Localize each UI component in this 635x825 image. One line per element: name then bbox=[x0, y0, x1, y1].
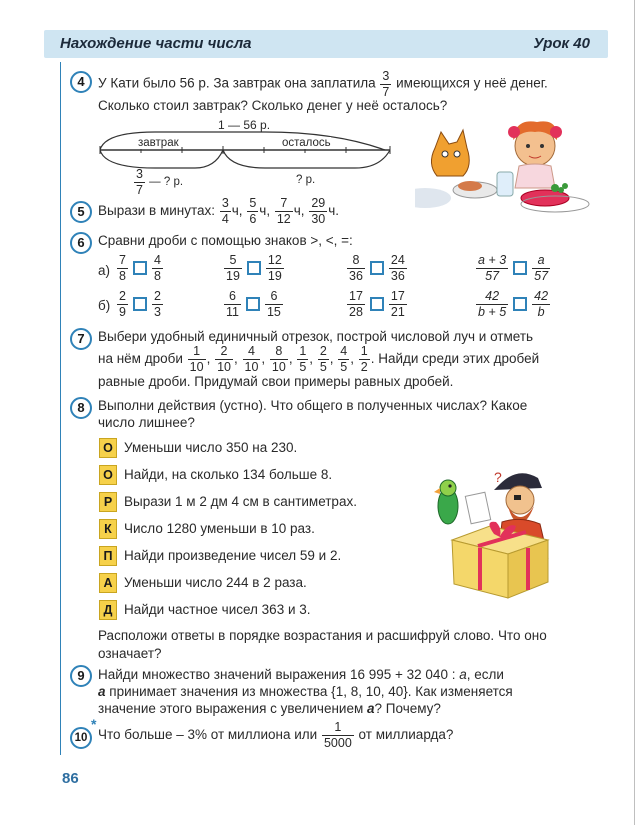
task9-line3: значение этого выражения с увеличением a? Почему? bbox=[98, 701, 441, 716]
task8-item: Найди произведение чисел 59 и 2. bbox=[124, 548, 342, 563]
compare-pair: $\frac{42}{b + 5}$ $\frac{42}{b}$ bbox=[478, 289, 549, 319]
compare-pair: $\frac{17}{28}$ $\frac{17}{21}$ bbox=[349, 289, 405, 319]
task7-line2: на нём дроби $\frac{1}{10}$ , $\frac{2}{10}$ , $\frac{4}{10}$ , $\frac{8}{10}$ , $\frac{1}{5}$ , $\frac{2}{5}$ , $\frac{4}{5}$ , $\frac{1}{2}$ . Найди среди этих дробей bbox=[98, 344, 540, 374]
cipher-letter: О bbox=[99, 465, 117, 485]
fraction: $\frac{3}{7}$ bbox=[382, 69, 390, 99]
row-a-label: а) bbox=[98, 263, 111, 278]
task-number-7: 7 bbox=[70, 328, 92, 350]
task7-text-a: на нём дроби bbox=[98, 351, 183, 366]
cipher-letter: А bbox=[99, 573, 117, 593]
task4-text-b: имеющихся у неё денег. bbox=[396, 75, 548, 91]
compare-box[interactable] bbox=[513, 297, 527, 311]
task8-item: Вырази 1 м 2 дм 4 см в сантиметрах. bbox=[124, 494, 357, 509]
compare-box[interactable] bbox=[246, 297, 260, 311]
margin-line bbox=[60, 62, 61, 755]
task6-text: Сравни дроби с помощью знаков >, <, =: bbox=[98, 233, 353, 248]
compare-box[interactable] bbox=[370, 297, 384, 311]
task8-item: Найди частное чисел 363 и 3. bbox=[124, 602, 311, 617]
compare-pair: $\frac{2}{9}$ $\frac{2}{3}$ bbox=[119, 289, 161, 319]
compare-pair: $\frac{6}{11}$ $\frac{6}{15}$ bbox=[226, 289, 281, 319]
task7-line3: равные дроби. Придумай свои примеры равных дробей. bbox=[98, 374, 454, 389]
task10-line: Что больше – 3% от миллиона или $\frac{1}{5000}$ от миллиарда? bbox=[98, 720, 454, 750]
task8-after1: Расположи ответы в порядке возрастания и расшифруй слово. Что оно bbox=[98, 628, 547, 643]
diagram-total-label: 1 — 56 р. bbox=[218, 118, 271, 132]
task-number-10: 10 bbox=[70, 727, 92, 749]
task8-after2: означает? bbox=[98, 646, 162, 661]
compare-box[interactable] bbox=[133, 297, 147, 311]
diagram-right-label: осталось bbox=[282, 137, 331, 149]
compare-box[interactable] bbox=[133, 261, 147, 275]
cipher-letter: К bbox=[99, 519, 117, 539]
fraction: $\frac{29}{30}$ bbox=[311, 196, 326, 226]
task7-text-b: Найди среди этих дробей bbox=[378, 351, 540, 366]
lesson-header bbox=[44, 30, 608, 58]
compare-box[interactable] bbox=[247, 261, 261, 275]
task-number-9: 9 bbox=[70, 665, 92, 687]
compare-pair: $\frac{7}{8}$ $\frac{4}{8}$ bbox=[119, 253, 161, 283]
compare-pair: $\frac{5}{19}$ $\frac{12}{19}$ bbox=[226, 253, 282, 283]
cipher-letter: П bbox=[99, 546, 117, 566]
task4-line2: Сколько стоил завтрак? Сколько денег у неё осталось? bbox=[98, 98, 448, 113]
cipher-letter: О bbox=[99, 438, 117, 458]
fraction: $\frac{1}{5000}$ bbox=[323, 720, 352, 750]
task5-text: Вырази в минутах: bbox=[98, 203, 216, 218]
task8-item: Уменьши число 350 на 230. bbox=[124, 440, 298, 455]
fraction: $\frac{3}{4}$ bbox=[221, 196, 229, 226]
task4-line1 bbox=[98, 70, 548, 98]
compare-pair: $\frac{8}{36}$ $\frac{24}{36}$ bbox=[349, 253, 405, 283]
segment-diagram bbox=[95, 128, 395, 172]
difficulty-star-icon: * bbox=[91, 716, 97, 732]
diagram-right-value: ? р. bbox=[296, 174, 316, 186]
task7-line1: Выбери удобный единичный отрезок, построй числовой луч и отметь bbox=[98, 329, 534, 344]
task4-text-a: У Кати было 56 р. За завтрак она заплатила bbox=[98, 75, 376, 91]
svg-text:?: ? bbox=[494, 469, 502, 485]
fraction: $\frac{7}{12}$ bbox=[276, 196, 291, 226]
task8-line1: Выполни действия (устно). Что общего в полученных числах? Какое bbox=[98, 398, 528, 413]
task9-line2: a принимает значения из множества {1, 8, 10, 40}. Как изменяется bbox=[98, 684, 513, 699]
task-number-4: 4 bbox=[70, 71, 92, 93]
fraction: $\frac{3}{7}$ bbox=[136, 167, 143, 197]
compare-box[interactable] bbox=[513, 261, 527, 275]
row-b-label: б) bbox=[98, 298, 111, 313]
cipher-letter: Р bbox=[99, 492, 117, 512]
fraction: $\frac{5}{6}$ bbox=[249, 196, 257, 226]
cat-and-girl-illustration bbox=[415, 118, 595, 218]
task-number-8: 8 bbox=[70, 397, 92, 419]
task9-line1: Найди множество значений выражения 16 995 + 32 040 : a, если bbox=[98, 667, 504, 682]
task8-item: Число 1280 уменьши в 10 раз. bbox=[124, 521, 315, 536]
compare-pair: $\frac{a + 3}{57}$ $\frac{a}{57}$ bbox=[478, 253, 549, 283]
task-number-6: 6 bbox=[70, 232, 92, 254]
task8-item: Уменьши число 244 в 2 раза. bbox=[124, 575, 307, 590]
pirate-parrot-gift-illustration bbox=[430, 462, 575, 604]
compare-box[interactable] bbox=[370, 261, 384, 275]
task8-line2: число лишнее? bbox=[98, 415, 195, 430]
page-number: 86 bbox=[62, 770, 79, 787]
lesson-title: Нахождение части числа bbox=[60, 35, 252, 52]
diagram-left-label: завтрак bbox=[138, 137, 179, 149]
diagram-left-value: $\frac{3}{7}$ — ? р. bbox=[136, 167, 184, 197]
lesson-number: Урок 40 bbox=[533, 35, 590, 52]
cipher-letter: Д bbox=[99, 600, 117, 620]
task-number-5: 5 bbox=[70, 201, 92, 223]
task8-item: Найди, на сколько 134 больше 8. bbox=[124, 467, 333, 482]
task5-line: Вырази в минутах: $\frac{3}{4}$ ч, $\frac{5}{6}$ ч, $\frac{7}{12}$ ч, $\frac{29}{30}$ ч. bbox=[98, 196, 340, 226]
